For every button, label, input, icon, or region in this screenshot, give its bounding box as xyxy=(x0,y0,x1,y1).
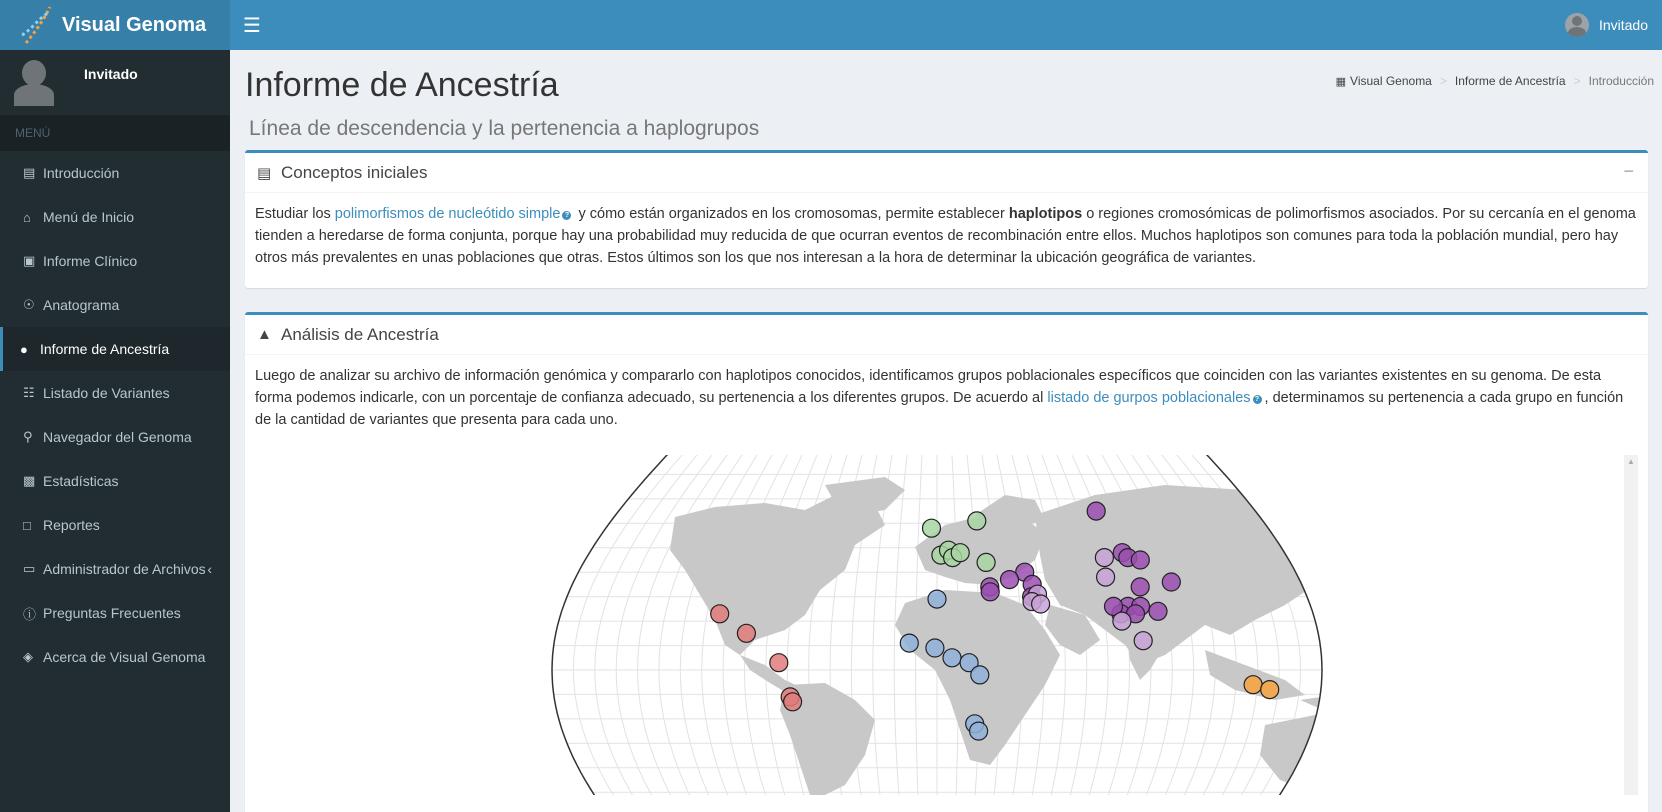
bar-chart-icon: ▩ xyxy=(23,473,36,488)
sidebar-item-listado-variantes[interactable] xyxy=(0,371,230,415)
population-point-americas[interactable] xyxy=(770,654,788,672)
grid-icon: ☷ xyxy=(23,385,35,400)
avatar xyxy=(1565,13,1589,37)
content-wrapper xyxy=(230,50,1662,812)
land-australia xyxy=(1260,715,1370,793)
book-icon: ▤ xyxy=(23,165,36,180)
collapse-button[interactable]: − xyxy=(1623,161,1634,181)
box-body xyxy=(245,355,1648,441)
dna-logo-icon xyxy=(20,5,54,45)
graticule-meridian xyxy=(616,455,716,795)
paragraph-text: , determinamos su pertenencia a cada grupo en función de la cantidad de variantes que presenta para cada uno. xyxy=(255,390,1624,428)
population-point-asia_light[interactable] xyxy=(1134,632,1152,650)
box-analisis-ancestria xyxy=(245,312,1648,812)
file-icon: □ xyxy=(23,517,31,533)
bold-term: haplotipos xyxy=(1008,206,1083,222)
brand-name: Visual Genoma xyxy=(62,13,207,36)
sidebar-item-label: Informe de Ancestría xyxy=(40,341,170,357)
folder-open-icon: ▭ xyxy=(23,561,36,576)
population-point-asia_light[interactable] xyxy=(1095,549,1113,567)
page-subtitle: Línea de descendencia y la pertenencia a haplogrupos xyxy=(249,117,760,140)
population-point-europe[interactable] xyxy=(968,512,986,530)
breadcrumb xyxy=(1336,74,1654,88)
sidebar-item-label: Introducción xyxy=(43,165,120,181)
paragraph-text: Luego de analizar su archivo de información genómica y compararlo con haplotipos conocidos, identificamos grupos poblacionales específicos que coinciden con las variantes existentes en su genoma. De esta forma podemos indicarle, con un porcentaje de confianza adecuado, su pertenencia a los diferentes grupos. De acuerdo al xyxy=(255,368,1602,406)
graticule-meridian xyxy=(552,455,672,795)
population-point-asia[interactable] xyxy=(1131,551,1149,569)
sidebar-item-label: Preguntas Frecuentes xyxy=(43,605,181,621)
population-point-asia[interactable] xyxy=(1149,602,1167,620)
user-panel xyxy=(0,50,230,115)
sidebar-item-introduccion[interactable] xyxy=(0,151,230,195)
world-map xyxy=(245,455,1625,795)
cube-icon: ◈ xyxy=(23,649,33,664)
avatar xyxy=(14,60,52,106)
breadcrumb-separator: > xyxy=(1573,74,1581,88)
population-point-americas[interactable] xyxy=(784,693,802,711)
breadcrumb-item-current: Introducción xyxy=(1588,74,1654,88)
population-point-asia[interactable] xyxy=(981,583,999,601)
population-point-asia[interactable] xyxy=(1087,502,1105,520)
paragraph-text: o regiones cromosómicas de polimorfismos asociados. Por su cercanía en el genoma tienden a heredarse de forma conjunta, porque hay una probabilidad muy reducida de que ocurran eventos de recombinación entre ellos. Muchos haplotipos son comunes para toda la población mundial, pero hay otros más prevalentes en unas poblaciones que otras. Estos últimos son los que nos interesan a la hora de determinar la ubicación geográfica de variantes. xyxy=(255,206,1636,266)
sidebar xyxy=(0,50,230,812)
population-point-africa[interactable] xyxy=(900,634,918,652)
population-point-asia_light[interactable] xyxy=(1097,568,1115,586)
sidebar-item-menu-inicio[interactable] xyxy=(0,195,230,239)
hamburger-icon: ☰ xyxy=(243,14,261,37)
land-new-guinea xyxy=(1300,695,1355,713)
box-title: Conceptos iniciales xyxy=(281,162,428,182)
box-body xyxy=(245,193,1648,279)
user-menu[interactable] xyxy=(1565,13,1662,37)
question-circle-icon[interactable]: ? xyxy=(562,211,571,220)
paragraph-text: Estudiar los xyxy=(255,206,335,222)
search-icon: ⚲ xyxy=(23,429,33,444)
page-title: Informe de Ancestría xyxy=(245,66,559,104)
population-groups-link[interactable]: listado de gurpos poblacionales xyxy=(1047,390,1251,406)
sidebar-item-reportes[interactable] xyxy=(0,503,230,547)
sidebar-item-preguntas-frecuentes[interactable] xyxy=(0,591,230,635)
population-point-asia_light[interactable] xyxy=(1113,612,1131,630)
breadcrumb-separator: > xyxy=(1439,74,1447,88)
population-point-asia[interactable] xyxy=(1131,578,1149,596)
ancestry-map xyxy=(245,455,1648,795)
box-header xyxy=(245,315,1648,355)
sidebar-user-name: Invitado xyxy=(84,66,138,82)
top-navbar xyxy=(230,0,1662,50)
population-point-asia[interactable] xyxy=(1162,573,1180,591)
graticule-meridian xyxy=(595,455,701,795)
sidebar-item-label: Acerca de Visual Genoma xyxy=(43,649,206,665)
sidebar-item-acerca[interactable] xyxy=(0,635,230,679)
sidebar-item-label: Administrador de Archivos xyxy=(43,561,206,577)
population-point-africa[interactable] xyxy=(928,590,946,608)
population-point-africa[interactable] xyxy=(970,722,988,740)
globe-icon: ● xyxy=(20,341,28,357)
land-japan xyxy=(1323,550,1345,585)
population-point-asia_light[interactable] xyxy=(1032,595,1050,613)
population-point-europe[interactable] xyxy=(951,544,969,562)
population-point-europe[interactable] xyxy=(923,519,941,537)
question-circle-icon: ⓘ xyxy=(23,606,37,622)
sidebar-toggle-button[interactable] xyxy=(230,0,274,50)
paragraph-text: y cómo están organizados en los cromosomas, permite establecer xyxy=(574,206,1009,222)
population-point-americas[interactable] xyxy=(737,624,755,642)
sidebar-item-administrador-archivos[interactable] xyxy=(0,547,230,591)
sidebar-item-label: Informe Clínico xyxy=(43,253,138,269)
box-title: Análisis de Ancestría xyxy=(281,324,439,344)
scroll-up-icon[interactable]: ▲ xyxy=(1627,457,1635,466)
home-icon: ⌂ xyxy=(23,209,31,225)
snp-link[interactable]: polimorfismos de nucleótido simple xyxy=(334,206,561,222)
population-point-africa[interactable] xyxy=(943,649,961,667)
sidebar-item-informe-ancestria[interactable] xyxy=(0,327,230,371)
population-point-africa[interactable] xyxy=(926,639,944,657)
sidebar-item-label: Anatograma xyxy=(43,297,120,313)
box-header xyxy=(245,153,1648,193)
user-name: Invitado xyxy=(1598,17,1648,33)
breadcrumb-item-home[interactable]: Visual Genoma xyxy=(1350,74,1432,88)
map-scrollbar[interactable] xyxy=(1624,455,1638,795)
flask-icon: ▲ xyxy=(257,326,272,343)
breadcrumb-item-informe[interactable]: Informe de Ancestría xyxy=(1454,74,1566,88)
sidebar-item-label: Reportes xyxy=(43,517,100,533)
sidebar-item-label: Estadísticas xyxy=(43,473,119,489)
menu-header: MENÚ xyxy=(0,115,230,151)
question-circle-icon[interactable]: ? xyxy=(1253,395,1262,404)
medkit-icon: ▣ xyxy=(23,253,36,268)
population-point-asia[interactable] xyxy=(1001,571,1019,589)
sidebar-item-anatograma[interactable] xyxy=(0,283,230,327)
sidebar-item-label: Listado de Variantes xyxy=(43,385,170,401)
sitemap-icon: ▦ xyxy=(1335,75,1347,88)
book-icon: ▤ xyxy=(257,164,272,182)
population-point-oceania[interactable] xyxy=(1261,681,1279,699)
population-point-africa[interactable] xyxy=(971,666,989,684)
sidebar-item-label: Menú de Inicio xyxy=(43,209,135,225)
sidebar-item-label: Navegador del Genoma xyxy=(43,429,192,445)
population-point-americas[interactable] xyxy=(711,605,729,623)
sidebar-item-informe-clinico[interactable] xyxy=(0,239,230,283)
sidebar-item-navegador-genoma[interactable] xyxy=(0,415,230,459)
sidebar-item-estadisticas[interactable] xyxy=(0,459,230,503)
chevron-left-icon: ‹ xyxy=(207,561,212,577)
accessibility-icon: ☉ xyxy=(23,297,35,312)
population-point-oceania[interactable] xyxy=(1244,676,1262,694)
box-conceptos-iniciales xyxy=(245,150,1648,288)
population-point-europe[interactable] xyxy=(977,553,995,571)
logo-bar[interactable] xyxy=(0,0,230,50)
